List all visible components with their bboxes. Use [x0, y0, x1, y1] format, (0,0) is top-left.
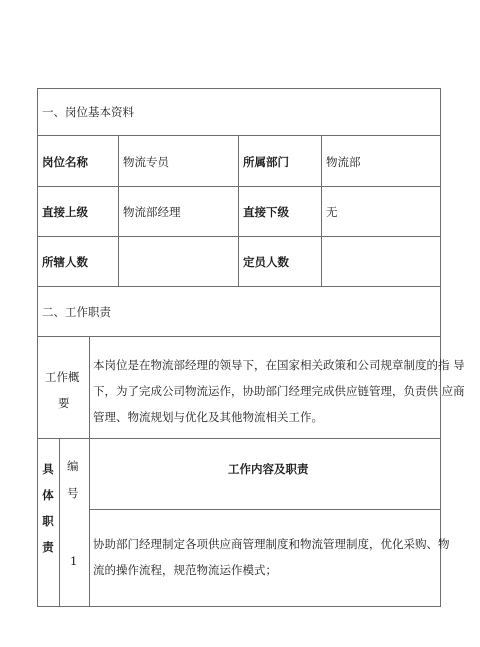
- superior-label: 直接上级: [42, 205, 88, 219]
- number-label-line2: 号: [67, 486, 79, 500]
- table-border-top: [37, 88, 441, 89]
- subordinate-value: 无: [326, 205, 338, 219]
- col-divider-3: [321, 135, 322, 287]
- overview-label-line1: 工作概: [45, 370, 80, 384]
- duties-label-char-1: 具: [42, 462, 54, 476]
- department-value: 物流部: [326, 155, 361, 169]
- section1-title: 一、岗位基本资料: [42, 105, 134, 119]
- overview-col-divider: [89, 336, 90, 607]
- item-1-text-line1: 协助部门经理制定各项供应商管理制度和物流管理制度，优化采购、物: [93, 537, 450, 551]
- item-1-number: 1: [70, 554, 78, 568]
- overview-text-line2: 下，为了完成公司物流运作，协助部门经理完成供应链管理，负责供 应商: [93, 384, 465, 398]
- overview-text-line1: 本岗位是在物流部经理的领导下，在国家相关政策和公司规章制度的指 导: [93, 358, 465, 372]
- headcount-label: 定员人数: [243, 255, 289, 269]
- department-label: 所属部门: [243, 155, 289, 169]
- subordinate-label: 直接下级: [243, 205, 289, 219]
- subordinate-count-label: 所辖人数: [42, 255, 88, 269]
- duties-label: [37, 462, 59, 554]
- col-divider-1: [118, 135, 119, 287]
- duties-label-char-4: 责: [42, 540, 54, 554]
- table-border-right: [440, 88, 441, 607]
- col-divider-2: [238, 135, 239, 287]
- job-name-label: 岗位名称: [42, 155, 88, 169]
- superior-value: 物流部经理: [123, 205, 181, 219]
- overview-text-line3: 管理、物流规划与优化及其他物流相关工作。: [93, 410, 323, 424]
- content-header: 工作内容及职责: [228, 462, 309, 476]
- row-divider-3: [37, 236, 441, 237]
- row-divider-6: [37, 438, 441, 439]
- job-name-value: 物流专员: [123, 155, 169, 169]
- duties-label-char-3: 职: [42, 514, 54, 528]
- section2-title: 二、工作职责: [42, 305, 111, 319]
- row-divider-5: [37, 336, 441, 337]
- row-divider-2: [37, 186, 441, 187]
- duties-label-char-2: 体: [42, 488, 54, 502]
- overview-label-line2: 要: [58, 396, 70, 410]
- duties-label-divider: [59, 438, 60, 607]
- row-divider-7: [89, 509, 441, 510]
- number-label-line1: 编: [67, 459, 79, 473]
- item-1-text-line2: 流的操作流程，规范物流运作模式；: [93, 563, 277, 577]
- row-divider-4: [37, 286, 441, 287]
- table-border-bottom: [37, 606, 441, 607]
- row-divider-1: [37, 135, 441, 136]
